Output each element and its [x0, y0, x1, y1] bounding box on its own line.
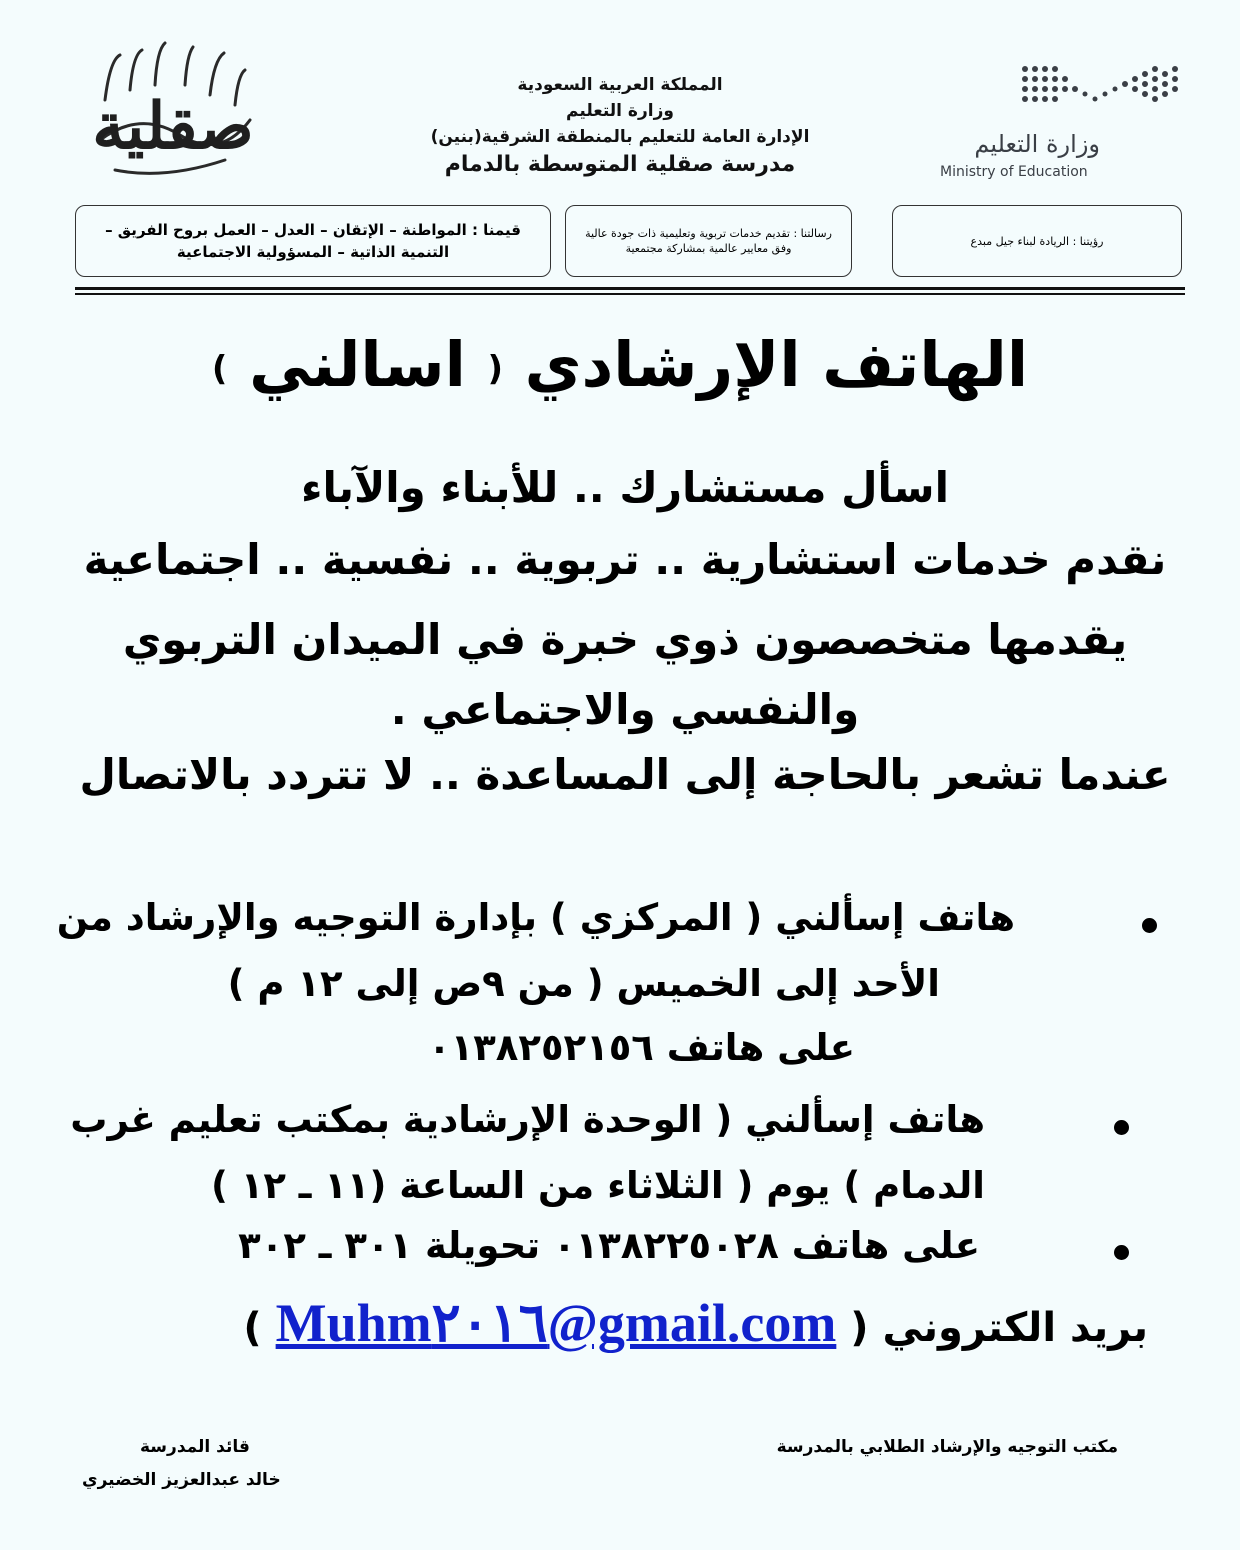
header-text	[380, 72, 860, 180]
body-line-3: يقدمها متخصصون ذوي خبرة في الميدان التربوي	[122, 615, 1128, 664]
bullet-1-line-2: الأحد إلى الخميس ( من ٩ص إلى ١٢ م )	[227, 962, 940, 1005]
bullet-3-line-1: على هاتف ٠١٣٨٢٢٥٠٢٨ تحويلة ٣٠١ ـ ٣٠٢	[238, 1224, 980, 1267]
moe-logo	[935, 58, 1110, 188]
moe-dots-icon	[1020, 64, 1185, 114]
bullet-2-line-2: الدمام ) يوم ( الثلاثاء من الساعة (١١ ـ ١٢ )	[210, 1164, 985, 1207]
title-paren-close: )	[211, 348, 228, 389]
page-title	[60, 325, 1180, 409]
moe-name-english: Ministry of Education	[940, 164, 1088, 180]
body-line-1: اسأل مستشارك .. للأبناء والآباء	[301, 463, 949, 512]
bullet-3-icon	[1114, 1245, 1129, 1260]
footer-office: مكتب التوجيه والإرشاد الطلابي بالمدرسة	[776, 1437, 1118, 1457]
school-logo	[85, 30, 260, 195]
title-main: الهاتف الإرشادي	[524, 328, 1029, 401]
bullet-1-icon	[1142, 918, 1157, 933]
footer-leader-name: خالد عبدالعزيز الخضيري	[82, 1470, 281, 1490]
country-name: المملكة العربية السعودية	[517, 75, 723, 95]
values-text: قيمنا : المواطنة – الإتقان – العدل – العمل بروح الفريق – التنمية الذاتية – المسؤولية الاجتماعية	[105, 221, 521, 261]
header-divider-thin	[75, 293, 1185, 295]
email-paren-open: (	[850, 1305, 869, 1351]
directorate-name: الإدارة العامة للتعليم بالمنطقة الشرقية(بنين)	[430, 127, 810, 147]
body-line-5: عندما تشعر بالحاجة إلى المساعدة .. لا تتردد بالاتصال	[79, 750, 1171, 799]
email-paren-close: )	[243, 1305, 262, 1351]
body-line-2: نقدم خدمات استشارية .. تربوية .. نفسية .. اجتماعية	[83, 535, 1167, 584]
mission-box	[565, 205, 852, 277]
body-line-4: والنفسي والاجتماعي .	[390, 685, 860, 734]
bullet-2-line-1: هاتف إسألني ( الوحدة الإرشادية بمكتب تعليم غرب	[70, 1098, 985, 1141]
email-label: بريد الكتروني	[882, 1305, 1148, 1351]
title-sub: اسالني	[249, 328, 466, 401]
moe-name-arabic: وزارة التعليم	[974, 130, 1100, 158]
values-box	[75, 205, 551, 277]
email-line	[243, 1288, 1148, 1363]
vision-text: رؤيتنا : الريادة لبناء جيل مبدع	[970, 234, 1104, 248]
school-name: مدرسة صقلية المتوسطة بالدمام	[444, 152, 796, 177]
bullet-1-line-3: على هاتف ٠١٣٨٢٥٢١٥٦	[428, 1026, 855, 1069]
header-divider-thick	[75, 287, 1185, 290]
school-calligraphy-text: صقلية	[92, 89, 254, 164]
email-link[interactable]: Muhm٢٠١٦@gmail.com	[275, 1293, 837, 1353]
bullet-2-icon	[1114, 1120, 1129, 1135]
title-paren-open: (	[487, 348, 504, 389]
bullet-1-line-1: هاتف إسألني ( المركزي ) بإدارة التوجيه والإرشاد من	[56, 896, 1015, 939]
footer-leader-title: قائد المدرسة	[140, 1437, 250, 1457]
mission-text: رسالتنا : تقديم خدمات تربوية وتعليمية ذات جودة عالية وفق معايير عالمية بمشاركة مجتمعية	[585, 227, 832, 255]
vision-box	[892, 205, 1182, 277]
ministry-name: وزارة التعليم	[566, 101, 674, 121]
